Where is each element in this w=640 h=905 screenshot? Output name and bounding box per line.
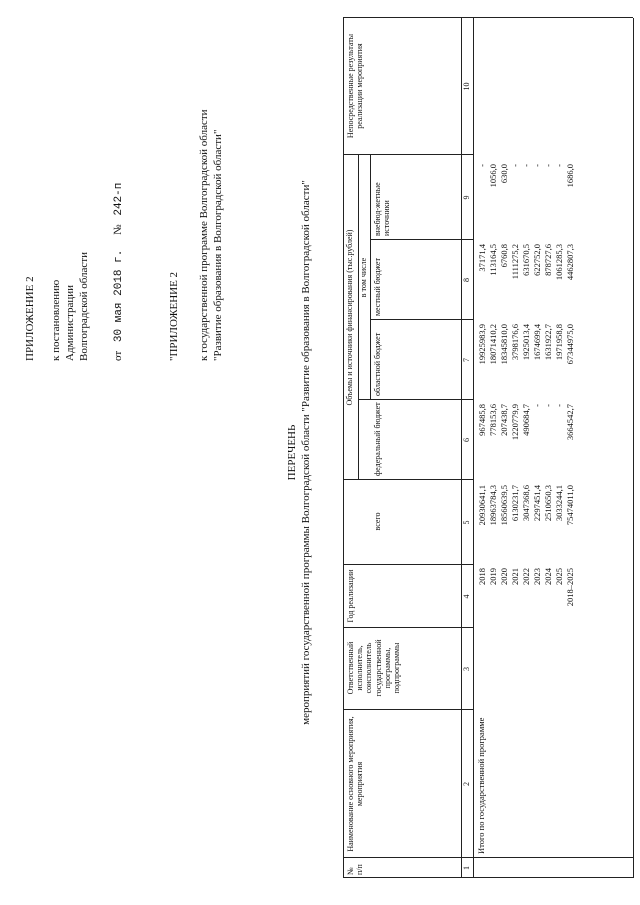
table-cell: 3047368,6 [521, 485, 531, 522]
header-local: местный бюджет [373, 258, 382, 316]
table-cell: 2025 [554, 568, 564, 585]
page-subtitle: мероприятий государственной программы Волгоградской области "Развитие образования в Волгоградской области" [300, 180, 312, 725]
col-num-7: 7 [462, 358, 471, 362]
table-cell: 18071410,2 [488, 324, 498, 365]
col-num-10: 10 [462, 82, 471, 91]
to-resolution: к постановлению [50, 279, 62, 361]
col-num-8: 8 [462, 278, 471, 282]
col-num-2: 2 [462, 782, 471, 786]
date-value: 30 мая 2018 г. [113, 249, 125, 343]
table-cell: 2297451,4 [532, 485, 542, 522]
col-num-5: 5 [462, 520, 471, 525]
header-year: Год реализации [346, 569, 355, 623]
table-cell: - [532, 164, 542, 167]
col-num-6: 6 [462, 438, 471, 442]
table-cell: 2020 [499, 568, 509, 585]
table-cell: 6130231,7 [510, 485, 520, 522]
total-row-label: Итого по государственной программе [476, 717, 486, 854]
to-program-line1: к государственной программе Волгоградской области [198, 109, 210, 361]
table-cell: 18345810,0 [499, 324, 509, 365]
appendix2-label: "ПРИЛОЖЕНИЕ 2 [168, 271, 180, 361]
table-cell: 75474011,0 [565, 485, 575, 526]
header-extra: внебюд-жетные источники [373, 182, 392, 236]
date-prefix: от [112, 350, 124, 361]
table-cell: 18963784,3 [488, 485, 498, 526]
table-cell: 490684,7 [521, 404, 531, 436]
table-cell: 18560639,5 [499, 485, 509, 526]
table-cell: 778153,6 [488, 404, 498, 436]
region: Волгоградской области [78, 252, 90, 361]
table-cell: - [532, 404, 542, 407]
table-cell: 37171,4 [477, 244, 487, 272]
table-cell: 67344975,0 [565, 324, 575, 365]
col-num-3: 3 [462, 667, 471, 671]
table-cell: 3664542,7 [565, 404, 575, 441]
table-cell: 1061285,3 [554, 244, 564, 281]
col-num-1: 1 [462, 866, 471, 870]
table-cell: 3798176,6 [510, 324, 520, 361]
table-cell: - [554, 164, 564, 167]
regional-column [477, 324, 576, 398]
number-sign: № [112, 224, 124, 235]
table-cell: - [510, 164, 520, 167]
page-title: ПЕРЕЧЕНЬ [286, 424, 298, 481]
table-cell: 967485,8 [477, 404, 487, 436]
table-cell: 1631922,7 [543, 324, 553, 361]
table-cell: 3033244,1 [554, 485, 564, 522]
total-column [477, 485, 576, 563]
table-cell: - [543, 164, 553, 167]
table-cell: 1056,0 [488, 164, 498, 188]
header-including: в том числе [359, 257, 368, 298]
table-cell: 2022 [521, 568, 531, 585]
to-program-line2: "Развитие образования в Волгоградской области" [212, 129, 224, 361]
table-cell: - [543, 404, 553, 407]
table-cell: 2021 [510, 568, 520, 585]
table-cell: 113164,5 [488, 244, 498, 276]
table-cell: 2018–2025 [565, 568, 575, 607]
table-cell: 6760,8 [499, 244, 509, 268]
table-cell: 1686,0 [565, 164, 575, 188]
table-cell: 2018 [477, 568, 487, 585]
table-cell: - [554, 404, 564, 407]
table-cell: - [521, 164, 531, 167]
administration: Администрации [64, 284, 76, 361]
number-value: 242-п [113, 182, 125, 216]
col-num-9: 9 [462, 195, 471, 200]
table-cell: 19925983,9 [477, 324, 487, 365]
year-column [477, 568, 576, 626]
extra-column [477, 164, 576, 238]
table-cell: 622752,0 [532, 244, 542, 276]
table-cell: 2023 [532, 568, 542, 585]
table-cell: - [477, 164, 487, 167]
header-results: Непосредственные результаты реализации мероприятия [346, 33, 365, 139]
funding-table [343, 18, 633, 878]
table-cell: 630,0 [499, 164, 509, 184]
table-cell: 207438,7 [499, 404, 509, 436]
table-cell: 2024 [543, 568, 553, 585]
table-cell: 1925013,4 [521, 324, 531, 361]
table-cell: 878727,6 [543, 244, 553, 276]
date-line [112, 183, 126, 361]
header-total: всего [373, 512, 382, 531]
table-cell: 20930641,1 [477, 485, 487, 526]
table-cell: 2510650,3 [543, 485, 553, 522]
header-funding: Объемы и источники финансирования (тыс.рублей) [345, 229, 354, 406]
header-executor: Ответственный исполнитель, соисполнитель государственной программы, подпрограммы [346, 639, 401, 697]
header-regional: областной бюджет [373, 332, 382, 396]
table-cell: 1220779,9 [510, 404, 520, 441]
col-num-4: 4 [462, 594, 471, 599]
table-cell: 1674699,4 [532, 324, 542, 361]
header-federal: федеральный бюджет [373, 402, 382, 476]
table-cell: 1111275,2 [510, 244, 520, 280]
local-column [477, 244, 576, 318]
header-name: Наименование основного мероприятия, мероприятия [346, 716, 365, 852]
table-cell: 631670,5 [521, 244, 531, 276]
table-cell: 2019 [488, 568, 498, 585]
table-cell: 4462807,3 [565, 244, 575, 281]
table-cell: 1971958,8 [554, 324, 564, 361]
header-num: № п/п [346, 864, 365, 875]
federal-column [477, 404, 576, 478]
appendix-label: ПРИЛОЖЕНИЕ 2 [24, 276, 36, 361]
